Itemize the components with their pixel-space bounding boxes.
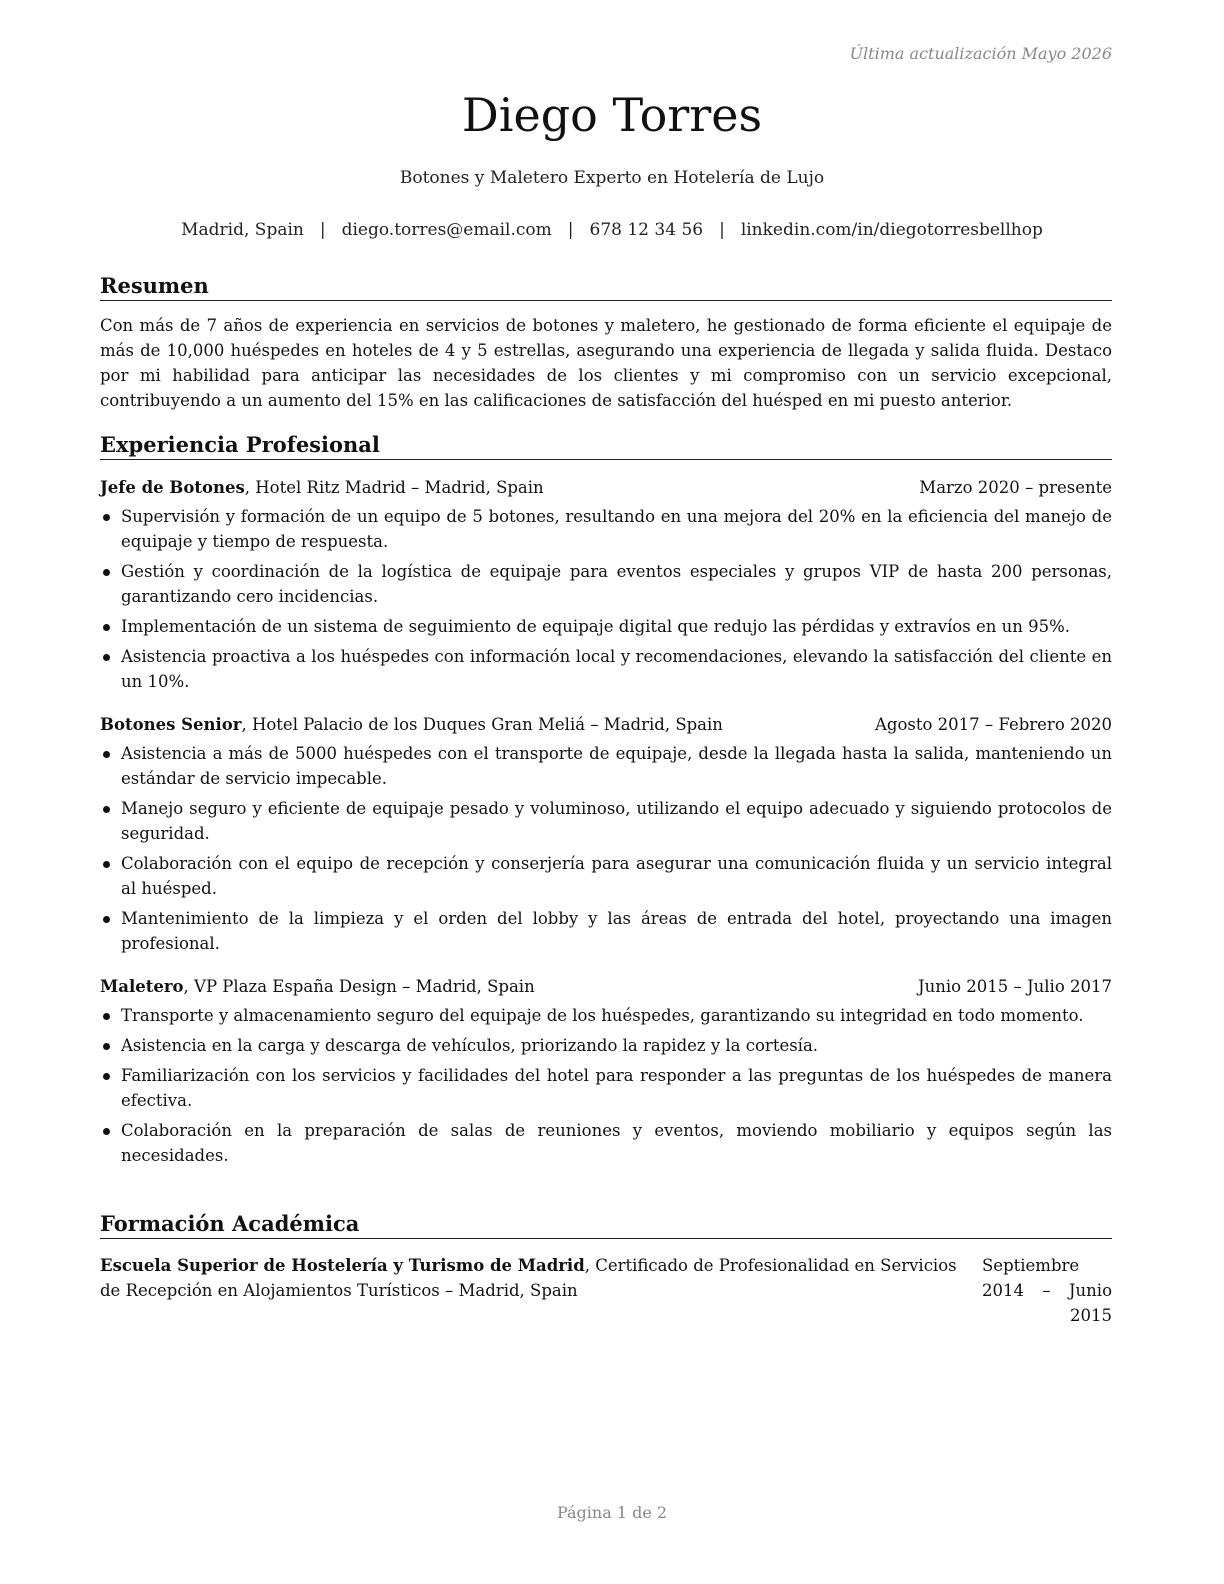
bullet-dot-icon [103, 569, 110, 576]
bullet-dot-icon [103, 624, 110, 631]
job-bullet: Colaboración en la preparación de salas de reuniones y eventos, moviendo mobiliario y equipos según las necesidades. [100, 1118, 1112, 1168]
candidate-headline: Botones y Maletero Experto en Hotelería de Lujo [399, 168, 825, 188]
job-role: Botones Senior [100, 715, 242, 734]
bullet-dot-icon [103, 806, 110, 813]
bullet-dot-icon [103, 1128, 110, 1135]
job-dates: Junio 2015 – Julio 2017 [917, 977, 1112, 996]
summary-section [100, 272, 1112, 413]
contact-linkedin[interactable]: linkedin.com/in/diegotorresbellhop [740, 220, 1043, 240]
job-company: , Hotel Ritz Madrid – Madrid, Spain [244, 478, 544, 497]
bullet-dot-icon [103, 1073, 110, 1080]
job-company: , Hotel Palacio de los Duques Gran Meliá – Madrid, Spain [241, 715, 723, 734]
job-bullet: Asistencia en la carga y descarga de vehículos, priorizando la rapidez y la cortesía. [100, 1033, 1112, 1058]
bullet-dot-icon [103, 861, 110, 868]
section-title-summary: Resumen [100, 272, 1112, 301]
bullet-dot-icon [103, 1043, 110, 1050]
job-bullet: Colaboración con el equipo de recepción y conserjería para asegurar una comunicación fluida y un servicio integral al huésped. [100, 851, 1112, 901]
job-company: , VP Plaza España Design – Madrid, Spain [183, 977, 535, 996]
job-bullet: Asistencia proactiva a los huéspedes con información local y recomendaciones, elevando la satisfacción del cliente en un 10%. [100, 644, 1112, 694]
bullet-dot-icon [103, 514, 110, 521]
section-title-education: Formación Académica [100, 1210, 1112, 1239]
candidate-name: Diego Torres [461, 88, 763, 142]
contact-separator: | [719, 220, 725, 240]
job-role: Jefe de Botones [100, 478, 245, 497]
contact-location: Madrid, Spain [181, 220, 304, 240]
bullet-dot-icon [103, 1013, 110, 1020]
job-role: Maletero [100, 977, 184, 996]
page-number: Página 1 de 2 [556, 1503, 668, 1522]
job-bullet: Implementación de un sistema de seguimiento de equipaje digital que redujo las pérdidas y extravíos en un 95%. [100, 614, 1112, 639]
job-entry [100, 974, 1112, 1168]
contact-phone: 678 12 34 56 [589, 220, 704, 240]
education-section [100, 1210, 1112, 1328]
education-entry [100, 1253, 1112, 1328]
bullet-dot-icon [103, 916, 110, 923]
section-title-experience: Experiencia Profesional [100, 431, 1112, 460]
contact-line [0, 220, 1224, 240]
education-detail: , Certificado de Profesionalidad en Servicios de Recepción en Alojamientos Turísticos – Madrid, Spain [100, 1256, 957, 1300]
job-entry [100, 475, 1112, 694]
experience-section [100, 431, 1112, 1173]
job-bullet: Familiarización con los servicios y facilidades del hotel para responder a las preguntas de los huéspedes de manera efectiva. [100, 1063, 1112, 1113]
contact-separator: | [567, 220, 574, 240]
job-bullet: Transporte y almacenamiento seguro del equipaje de los huéspedes, garantizando su integridad en todo momento. [100, 1003, 1112, 1028]
education-school: Escuela Superior de Hostelería y Turismo de Madrid [100, 1256, 585, 1275]
job-dates: Marzo 2020 – presente [919, 478, 1112, 497]
job-bullet: Manejo seguro y eficiente de equipaje pesado y voluminoso, utilizando el equipo adecuado y siguiendo protocolos de seguridad. [100, 796, 1112, 846]
job-dates: Agosto 2017 – Febrero 2020 [874, 715, 1112, 734]
bullet-dot-icon [103, 654, 110, 661]
summary-text: Con más de 7 años de experiencia en servicios de botones y maletero, he gestionado de forma eficiente el equipaje de más de 10,000 huéspedes en hoteles de 4 y 5 estrellas, asegurando una experiencia de llegada y salida fluida. Destaco por mi habilidad para anticipar las necesidades de los clientes y mi compromiso con un servicio excepcional, contribuyendo a un aumento del 15% en las calificaciones de satisfacción del huésped en mi puesto anterior. [100, 316, 1112, 410]
bullet-dot-icon [103, 751, 110, 758]
contact-email[interactable]: diego.torres@email.com [341, 220, 552, 240]
job-bullet: Gestión y coordinación de la logística de equipaje para eventos especiales y grupos VIP de hasta 200 personas, garantizando cero incidencias. [100, 559, 1112, 609]
job-entry [100, 712, 1112, 956]
last-updated: Última actualización Mayo 2026 [849, 44, 1112, 63]
job-bullet: Mantenimiento de la limpieza y el orden del lobby y las áreas de entrada del hotel, proyectando una imagen profesional. [100, 906, 1112, 956]
contact-separator: | [319, 220, 326, 240]
education-dates: Septiembre 2014 – Junio 2015 [982, 1256, 1112, 1325]
job-bullet: Asistencia a más de 5000 huéspedes con el transporte de equipaje, desde la llegada hasta la salida, manteniendo un estándar de servicio impecable. [100, 741, 1112, 791]
job-bullet: Supervisión y formación de un equipo de 5 botones, resultando en una mejora del 20% en la eficiencia del manejo de equipaje y tiempo de respuesta. [100, 504, 1112, 554]
